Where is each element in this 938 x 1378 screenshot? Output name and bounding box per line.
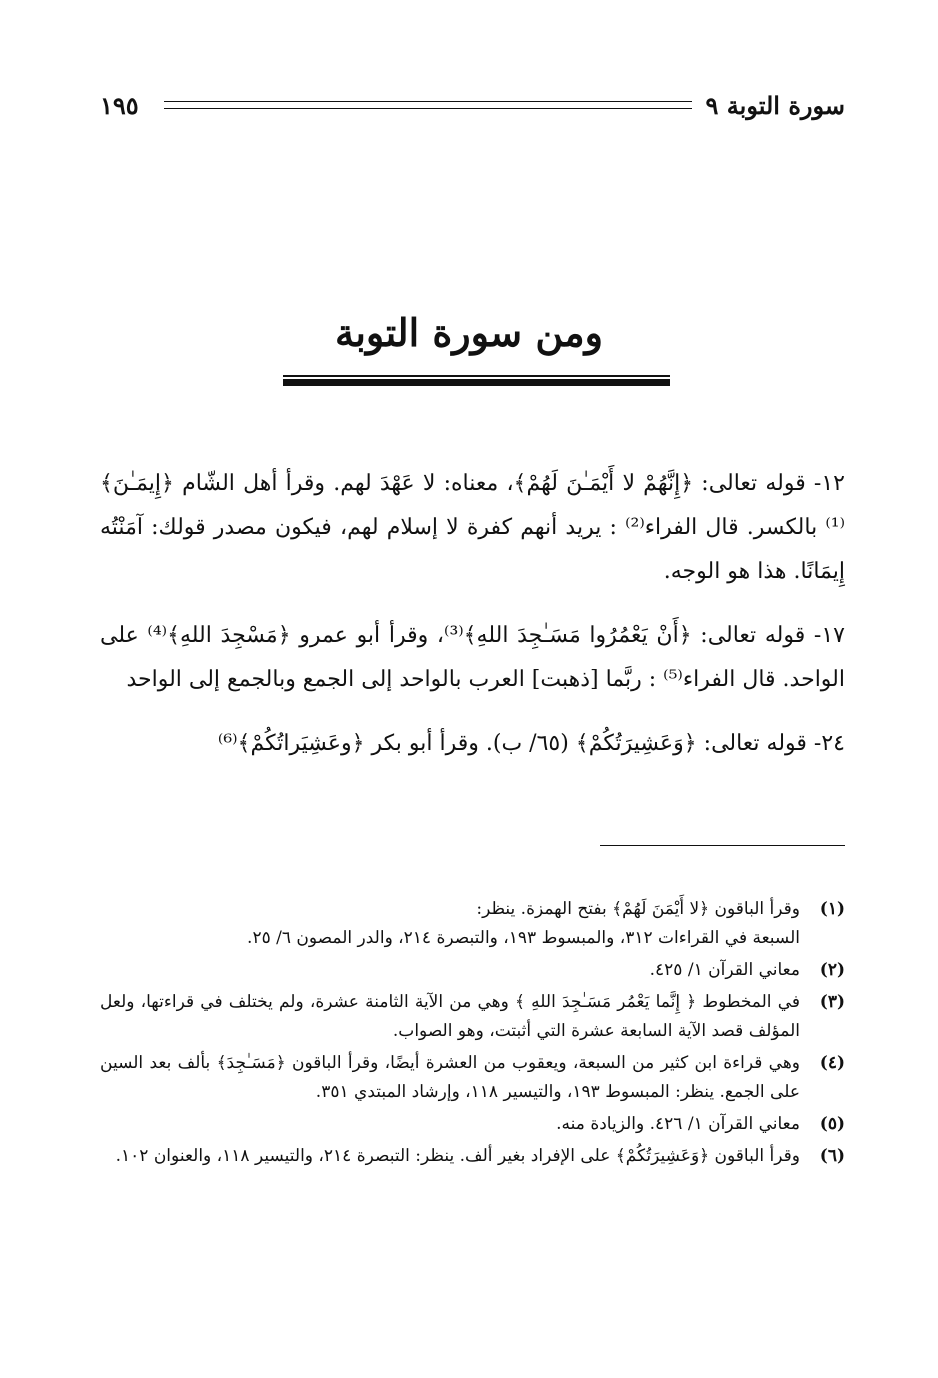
footnote-line: معاني القرآن ١/ ٤٢٥.: [649, 960, 800, 980]
paragraph-verse-24: ٢٤- قوله تعالى: ﴿وَعَشِيرَتُكُمْ﴾ (٦٥/ ب). وقرأ أبو بكر ﴿وعَشِيَراتُكُمْ﴾⁽⁶⁾: [217, 731, 845, 756]
footnote-separator: [600, 845, 845, 846]
footnote-3: [100, 988, 845, 1046]
footnote-line: معاني القرآن ١/ ٤٢٦. والزيادة منه.: [556, 1114, 800, 1134]
footnote-number: (١): [819, 899, 845, 919]
main-text: [100, 462, 845, 766]
footnote-text: [100, 1049, 800, 1107]
footnotes: [100, 895, 845, 1174]
footnote-5: [100, 1110, 845, 1139]
footnote-number: (٢): [819, 960, 845, 980]
footnote-text: [100, 1110, 800, 1139]
header-title: سورة التوبة ٩: [705, 90, 845, 120]
footnote-text: [100, 1142, 800, 1171]
footnote-6: [100, 1142, 845, 1171]
footnote-2: [100, 956, 845, 985]
header-rule: [164, 101, 692, 109]
footnote-line: السبعة في القراءات ٣١٢، والمبسوط ١٩٣، والتبصرة ٢١٤، والدر المصون ٦/ ٢٥.: [247, 928, 800, 948]
page-number: ١٩٥: [100, 90, 139, 120]
footnote-4: [100, 1049, 845, 1107]
running-header: [100, 88, 845, 122]
title-underline: [283, 375, 670, 386]
footnote-line: وهي قراءة ابن كثير من السبعة، ويعقوب من العشرة أيضًا، وقرأ الباقون ﴿مَسَـٰجِدَ﴾ بألف بعد السين على الجمع. ينظر: المبسوط ١٩٣، والتيسير ١١٨، وإرشاد المبتدي ٣٥١.: [100, 1053, 800, 1102]
title-underline-thin: [283, 375, 670, 377]
chapter-title: ومن سورة التوبة: [334, 310, 603, 355]
footnote-text: [100, 956, 800, 985]
footnote-number: (٥): [819, 1114, 845, 1134]
footnote-line: في المخطوط ﴿ إِنَّما يَعْمُر مَسَـٰجِدَ اللهِ ﴾ وهي من الآية الثامنة عشرة، ولم يختلف في قراءتها، ولعل المؤلف قصد الآية السابعة عشرة التي أثبتت، وهو الصواب.: [100, 992, 800, 1041]
footnote-line: وقرأ الباقون ﴿وَعَشِيرَتُكُمْ﴾ على الإفراد بغير ألف. ينظر: التبصرة ٢١٤، والتيسير ١١٨، والعنوان ١٠٢.: [115, 1146, 800, 1166]
footnote-text: [100, 988, 800, 1046]
paragraph-verse-12: ١٢- قوله تعالى: ﴿إِنَّهُمْ لا أَيْمَـٰنَ لَهُمْ﴾، معناه: لا عَهْدَ لهم. وقرأ أهل الشّام ﴿إِيمَـٰنَ﴾⁽¹⁾ بالكسر. قال الفراء⁽²⁾ : يريد أنهم كفرة لا إسلام لهم، فيكون مصدر قولك: آمَنْتُه إِيمَانًا. هذا هو الوجه.: [100, 471, 845, 584]
footnote-1: [100, 895, 845, 953]
footnote-text: [100, 895, 800, 953]
footnote-line: وقرأ الباقون ﴿لا أَيْمَنَ لَهُمْ﴾ بفتح الهمزة. ينظر:: [476, 899, 800, 919]
footnote-number: (٤): [819, 1053, 845, 1073]
paragraph-verse-17: ١٧- قوله تعالى: ﴿أَنْ يَعْمُرُوا مَسَـٰجِدَ اللهِ﴾⁽³⁾، وقرأ أبو عمرو ﴿مَسْجِدَ اللهِ﴾⁽⁴⁾ على الواحد. قال الفراء⁽⁵⁾ : ربَّما [ذهبت] العرب بالواحد إلى الجمع وبالجمع إلى الواحد: [100, 623, 845, 692]
footnote-number: (٣): [819, 992, 845, 1012]
footnote-number: (٦): [819, 1146, 845, 1166]
title-underline-thick: [283, 379, 670, 386]
